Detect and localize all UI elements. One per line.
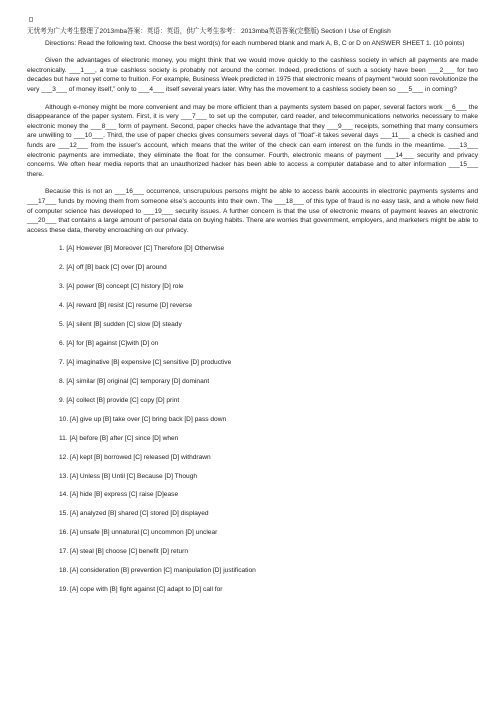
answer-option: 11. [A] before [B] after [C] since [D] when	[59, 434, 179, 442]
answer-option: 15. [A] analyzed [B] shared [C] stored [D] displayed	[59, 510, 209, 518]
passage-paragraph-2: Although e-money might be more convenient and may be more efficient than a payments system based on paper, several factors work __6___ the disappearance of the paper system. First, it is very ___7___ to set up the computer, card reader, and telecommunications networks necessary to make electronic money the ___8___ form of payment. Second, paper checks have the advantage that they ___9___ receipts, something that many consumers are unwilling to ___10___. Third, the use of paper checks gives consumers several days of "float"-it takes several days ___11___ a check is cashed and funds are ___12___ from the issuer's account, which means that the writer of the check can earn interest on the funds in the meantime. ___13___ electronic payments are immediate, they eliminate the float for the consumer. Fourth, electronic means of payment ___14___ security and privacy concerns. We often hear media reports that an unauthorized hacker has been able to access a computer database and to alter information ___15___ there.	[27, 103, 478, 178]
answer-options-list	[27, 244, 478, 594]
document-icon	[29, 17, 33, 22]
answer-option: 7. [A] imaginative [B] expensive [C] sensitive [D] productive	[59, 358, 232, 366]
passage-paragraph-1: Given the advantages of electronic money, you might think that we would move quickly to the cashless society in which all payments are made electronically. ___1___, a true cashless society is probably not around the corner. Indeed, predictions of such a society have been ___2___ for two decades but have not yet come to fruition. For example, Business Week predicted in 1975 that electronic means of payment “would soon revolutionize the very ___3___ of money itself,” only to ___4___ itself several years later. Why has the movement to a cashless society been so ___5___ in coming?	[27, 57, 478, 93]
passage-paragraph-3: Because this is not an ___16___ occurrence, unscrupulous persons might be able to access bank accounts in electronic payments systems and ___17___ funds by moving them from someone else’s accounts into their own. The ___18___ of this type of fraud is no easy task, and a whole new field of computer science has developed to ___19___ security issues. A further concern is that the use of electronic means of payment leaves an electronic ___20___ that contains a large amount of personal data on buying habits. There are worries that government, employers, and marketers might be able to access these data, thereby encroaching on our privacy.	[27, 188, 478, 234]
answer-option: 5. [A] silent [B] sudden [C] slow [D] steady	[59, 321, 182, 329]
answer-option: 8. [A] similar [B] original [C] temporary [D] dominant	[59, 377, 210, 385]
answer-option: 12. [A] kept [B] borrowed [C] released [D] withdrawn	[59, 453, 211, 461]
directions-paragraph: Directions: Read the following text. Choose the best word(s) for each numbered blank and mark A, B, C or D on ANSWER SHEET 1. (10 points)	[45, 39, 465, 47]
answer-option: 10. [A] give up [B] take over [C] bring back [D] pass down	[59, 415, 227, 423]
answer-option: 14. [A] hide [B] express [C] raise [D]ease	[59, 491, 179, 499]
answer-option: 18. [A] consideration [B] prevention [C] manipulation [D] justification	[59, 567, 256, 575]
answer-option: 13. [A] Unless [B] Until [C] Because [D] Though	[59, 472, 198, 480]
answer-option: 2. [A] off [B] back [C] over [D] around	[59, 264, 167, 272]
answer-option: 6. [A] for [B] against [C]with [D] on	[59, 339, 159, 347]
answer-option: 3. [A] power [B] concept [C] history [D] role	[59, 283, 184, 291]
answer-option: 16. [A] unsafe [B] unnatural [C] uncommon [D] unclear	[59, 529, 218, 537]
intro-line: 无忧考为广大考生整理了2013mba答案：英语：英语，供广大考生参考： 2013mba英语答案(完整版) Section I Use of English	[27, 28, 391, 35]
answer-option: 17. [A] steal [B] choose [C] benefit [D] return	[59, 548, 189, 556]
answer-option: 9. [A] collect [B] provide [C] copy [D] print	[59, 396, 180, 404]
answer-option: 4. [A] reward [B] resist [C] resume [D] reverse	[59, 302, 193, 310]
answer-option: 19. [A] cope with [B] fight against [C] adapt to [D] call for	[59, 586, 223, 594]
answer-option: 1. [A] However [B] Moreover [C] Therefore [D] Otherwise	[59, 245, 225, 253]
